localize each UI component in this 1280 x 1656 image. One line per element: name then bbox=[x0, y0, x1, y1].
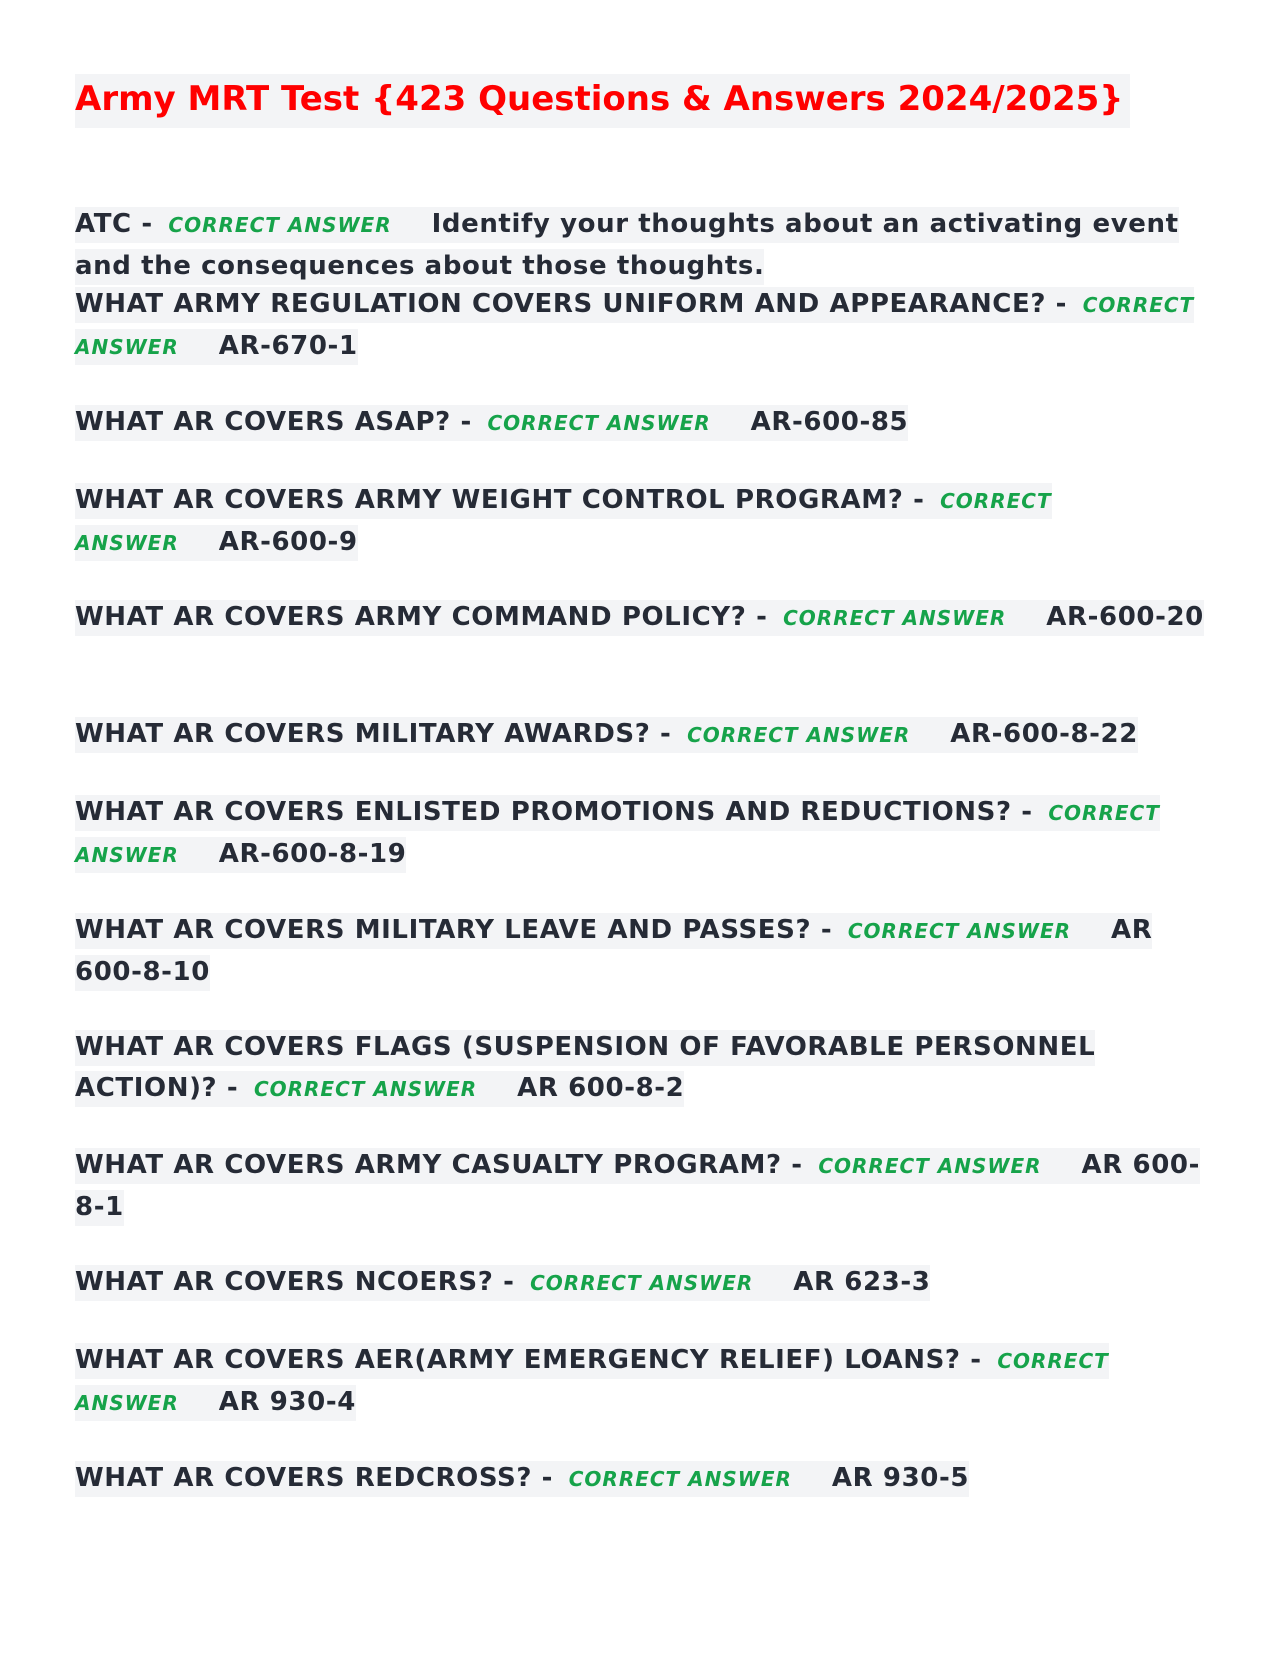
qa-item bbox=[75, 204, 1210, 287]
answer-text: AR 930-4 bbox=[218, 1387, 356, 1417]
correct-answer-label: CORRECT ANSWER bbox=[783, 606, 1007, 630]
qa-item bbox=[75, 714, 1210, 756]
answer-text: AR-600-20 bbox=[1046, 602, 1204, 632]
qa-item bbox=[75, 910, 1210, 993]
question-text: WHAT AR COVERS ASAP? - bbox=[75, 407, 472, 437]
qa-item bbox=[75, 402, 1210, 444]
answer-text: Identify your thoughts about an activating event and the consequences about those thoughts. bbox=[75, 209, 1179, 281]
correct-answer-label: CORRECT ANSWER bbox=[75, 801, 1160, 867]
correct-answer-label: CORRECT ANSWER bbox=[253, 1077, 478, 1101]
question-text: WHAT AR COVERS MILITARY LEAVE AND PASSES? - bbox=[75, 915, 833, 945]
answer-text: AR-600-8-19 bbox=[218, 839, 407, 869]
correct-answer-label: CORRECT ANSWER bbox=[530, 1271, 754, 1295]
qa-item bbox=[75, 1458, 1210, 1500]
question-text: WHAT AR COVERS NCOERS? - bbox=[75, 1267, 515, 1297]
answer-text: AR-670-1 bbox=[218, 331, 358, 361]
answer-text: AR-600-8-22 bbox=[950, 719, 1138, 749]
answer-text: AR 600-8-2 bbox=[517, 1073, 685, 1103]
question-text: WHAT AR COVERS ARMY CASUALTY PROGRAM? - bbox=[75, 1150, 803, 1180]
qa-item bbox=[75, 1027, 1210, 1110]
qa-item bbox=[75, 480, 1210, 564]
question-text: WHAT AR COVERS MILITARY AWARDS? - bbox=[75, 719, 672, 749]
answer-text: AR 930-5 bbox=[831, 1463, 970, 1493]
correct-answer-label: CORRECT ANSWER bbox=[487, 411, 711, 435]
answer-text: AR-600-9 bbox=[218, 527, 358, 557]
qa-item bbox=[75, 792, 1210, 876]
correct-answer-label: CORRECT ANSWER bbox=[75, 489, 1052, 555]
question-text: WHAT AR COVERS FLAGS (SUSPENSION OF FAVORABLE PERSONNEL ACTION)? - bbox=[75, 1032, 1096, 1103]
correct-answer-label: CORRECT ANSWER bbox=[75, 293, 1195, 359]
correct-answer-label: CORRECT ANSWER bbox=[75, 1349, 1109, 1415]
document-title: Army MRT Test {423 Questions & Answers 2024/2025} bbox=[75, 74, 1130, 128]
question-text: WHAT AR COVERS ENLISTED PROMOTIONS AND REDUCTIONS? - bbox=[75, 797, 1033, 827]
answer-text: AR 600-8-1 bbox=[75, 1150, 1200, 1222]
qa-item bbox=[75, 1340, 1210, 1424]
question-text: WHAT AR COVERS REDCROSS? - bbox=[75, 1463, 554, 1493]
question-text: WHAT AR COVERS ARMY COMMAND POLICY? - bbox=[75, 602, 768, 632]
question-text: WHAT AR COVERS ARMY WEIGHT CONTROL PROGRAM? - bbox=[75, 485, 925, 515]
correct-answer-label: CORRECT ANSWER bbox=[687, 723, 911, 747]
question-text: WHAT ARMY REGULATION COVERS UNIFORM AND APPEARANCE? - bbox=[75, 289, 1068, 319]
correct-answer-label: CORRECT ANSWER bbox=[847, 919, 1072, 943]
correct-answer-label: CORRECT ANSWER bbox=[568, 1467, 792, 1491]
question-text: ATC - bbox=[75, 209, 153, 239]
qa-item bbox=[75, 597, 1210, 639]
answer-text: AR 623-3 bbox=[793, 1267, 931, 1297]
answer-text: AR-600-85 bbox=[750, 407, 909, 437]
qa-item bbox=[75, 1145, 1210, 1228]
correct-answer-label: CORRECT ANSWER bbox=[168, 213, 392, 237]
correct-answer-label: CORRECT ANSWER bbox=[818, 1154, 1042, 1178]
answer-text: AR 600-8-10 bbox=[75, 915, 1153, 987]
qa-item bbox=[75, 1262, 1210, 1304]
qa-item bbox=[75, 284, 1210, 368]
question-text: WHAT AR COVERS AER(ARMY EMERGENCY RELIEF) LOANS? - bbox=[75, 1345, 982, 1375]
